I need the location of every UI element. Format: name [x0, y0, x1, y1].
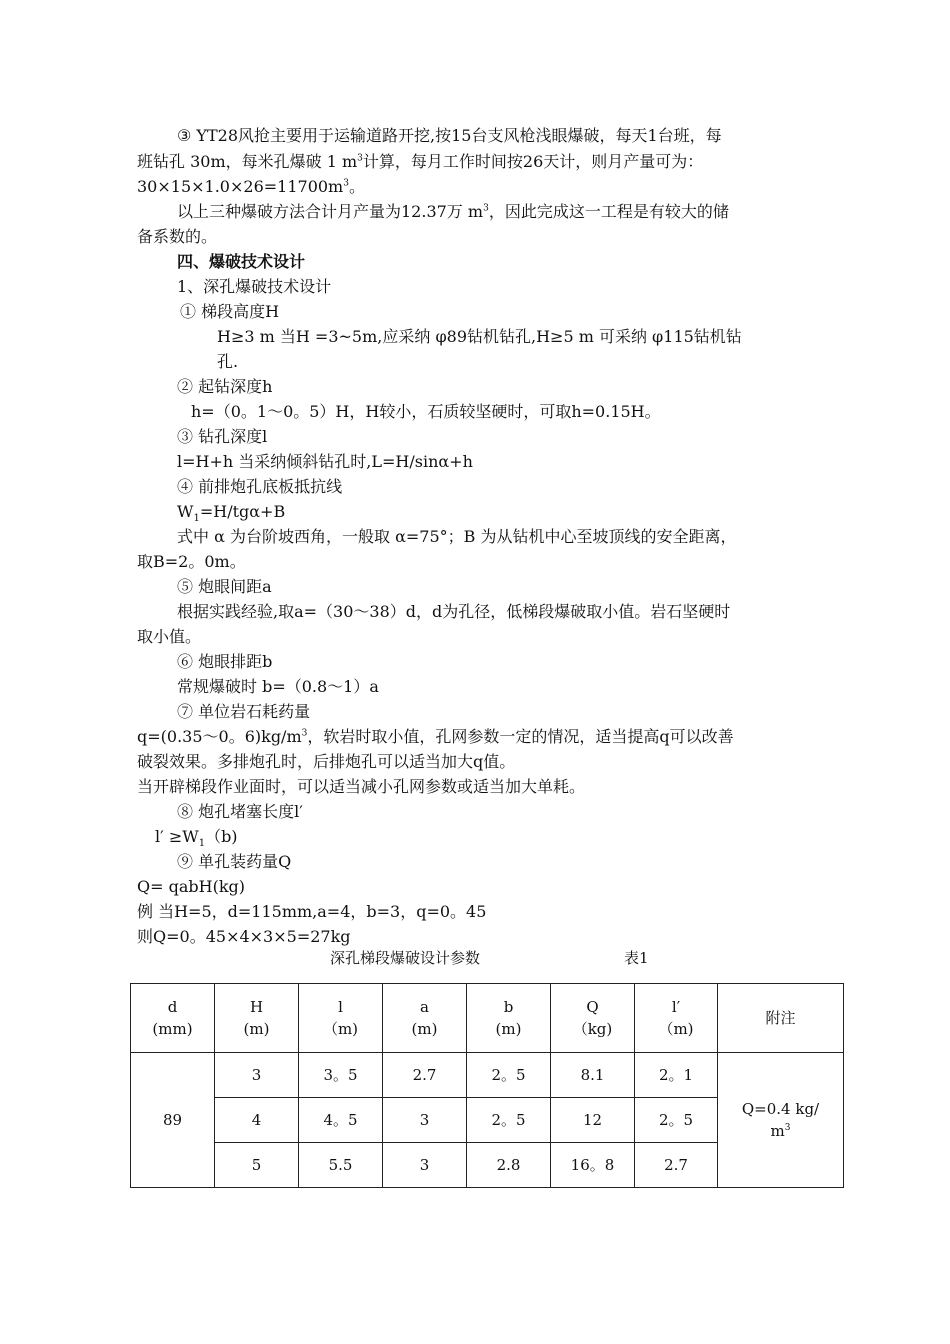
- item-heading: ③ 钻孔深度l: [177, 427, 268, 446]
- header-cell-l-prime: l′ （m): [635, 984, 718, 1053]
- item-heading: ⑧ 炮孔堵塞长度l′: [177, 802, 303, 821]
- header-cell-note: 附注: [718, 984, 844, 1053]
- formula-line: $W_1=H/tg\alpha+B$: [177, 502, 286, 525]
- paragraph-line: 以上三种爆破方法合计月产量为12.37万 $m^3$，因此完成这一工程是有较大的储: [177, 202, 729, 221]
- table-header-row: [131, 984, 844, 1053]
- paragraph-line: 备系数的。: [137, 227, 218, 246]
- paragraph-line: 取小值。: [137, 627, 202, 646]
- subsection-heading: 1、深孔爆破技术设计: [177, 277, 332, 296]
- paragraph-line: 孔.: [217, 352, 239, 371]
- table-row: [131, 1053, 844, 1098]
- paragraph-line: 式中 α 为台阶坡西角，一般取 α=75°；B 为从钻机中心至坡顶线的安全距离，: [177, 527, 737, 546]
- cell-d-value: 89: [131, 1053, 215, 1188]
- header-cell-b: b (m): [467, 984, 551, 1053]
- table-cell: 3: [383, 1143, 467, 1188]
- design-parameters-table: [130, 983, 844, 1188]
- table-caption: 深孔梯段爆破设计参数: [330, 949, 481, 967]
- table-cell: 2.7: [635, 1143, 718, 1188]
- table-cell: 2。5: [467, 1098, 551, 1143]
- table-cell: 5.5: [299, 1143, 383, 1188]
- table-cell: 4: [215, 1098, 299, 1143]
- paragraph-line: H≥3 m 当H =3~5m,应采纳 φ89钻机钻孔,H≥5 m 可采纳 φ115钻机钻: [217, 327, 742, 346]
- paragraph-line: 根据实践经验,取a=（30～38）d，d为孔径，低梯段爆破取小值。岩石坚硬时: [177, 602, 731, 621]
- formula-line: Q= qabH(kg): [137, 877, 246, 896]
- table-cell: 2.8: [467, 1143, 551, 1188]
- paragraph-line: q=(0.35～0。$6)kg/m^3$，软岩时取小值，孔网参数一定的情况，适当提高q可以改善: [137, 727, 734, 746]
- header-cell-a: a (m): [383, 984, 467, 1053]
- item-heading: ① 梯段高度H: [180, 302, 280, 321]
- item-heading: ⑤ 炮眼间距a: [177, 577, 272, 596]
- table-cell: 2。1: [635, 1053, 718, 1098]
- formula-line: $l' \ge W_1(b)$: [155, 827, 238, 850]
- table-cell: 8.1: [551, 1053, 635, 1098]
- table-cell: 3。5: [299, 1053, 383, 1098]
- header-cell-l: l （m): [299, 984, 383, 1053]
- table-cell: 2.7: [383, 1053, 467, 1098]
- item-heading: ⑦ 单位岩石耗药量: [177, 702, 311, 721]
- paragraph-line: 则Q=0。45×4×3×5=27kg: [137, 927, 351, 946]
- paragraph-line: 取B=2。0m。: [137, 552, 246, 571]
- table-cell: 5: [215, 1143, 299, 1188]
- section-heading: 四、爆破技术设计: [177, 252, 306, 271]
- paragraph-line: ③ YT28风抢主要用于运输道路开挖,按15台支风枪浅眼爆破，每天1台班，每: [177, 126, 722, 145]
- paragraph-line: 例 当H=5，d=115mm,a=4，b=3，q=0。45: [137, 902, 487, 921]
- table-cell: 3: [383, 1098, 467, 1143]
- item-heading: ④ 前排炮孔底板抵抗线: [177, 477, 343, 496]
- paragraph-line: $30\times 15\times 1.0\times 26=11700m^3$。: [137, 177, 365, 196]
- table-cell: 16。8: [551, 1143, 635, 1188]
- paragraph-line: 破裂效果。多排炮孔时，后排炮孔可以适当加大q值。: [137, 752, 516, 771]
- paragraph-line: l=H+h 当采纳倾斜钻孔时,L=H/sinα+h: [177, 452, 473, 471]
- paragraph-line: 常规爆破时 b=（0.8～1）a: [177, 677, 379, 696]
- item-heading: ⑨ 单孔装药量Q: [177, 852, 292, 871]
- header-cell-d: d (mm): [131, 984, 215, 1053]
- table-cell: 2。5: [467, 1053, 551, 1098]
- item-heading: ② 起钻深度h: [177, 377, 273, 396]
- table-cell: 12: [551, 1098, 635, 1143]
- paragraph-line: 班钻孔 30m，每米孔爆破 1 $m^3$计算，每月工作时间按26天计，则月产量可为：: [137, 152, 704, 171]
- item-heading: ⑥ 炮眼排距b: [177, 652, 273, 671]
- table-cell: 2。5: [635, 1098, 718, 1143]
- table-cell: 4。5: [299, 1098, 383, 1143]
- table-cell: 3: [215, 1053, 299, 1098]
- paragraph-line: h=（0。1～0。5）H，H较小，石质较坚硬时，可取h=0.15H。: [191, 402, 661, 421]
- table-number: 表1: [624, 949, 649, 967]
- cell-note-value: Q=0.4 kg/ $m^3$: [718, 1053, 844, 1188]
- header-cell-H: H (m): [215, 984, 299, 1053]
- header-cell-Q: Q （kg): [551, 984, 635, 1053]
- paragraph-line: 当开辟梯段作业面时，可以适当减小孔网参数或适当加大单耗。: [137, 777, 586, 796]
